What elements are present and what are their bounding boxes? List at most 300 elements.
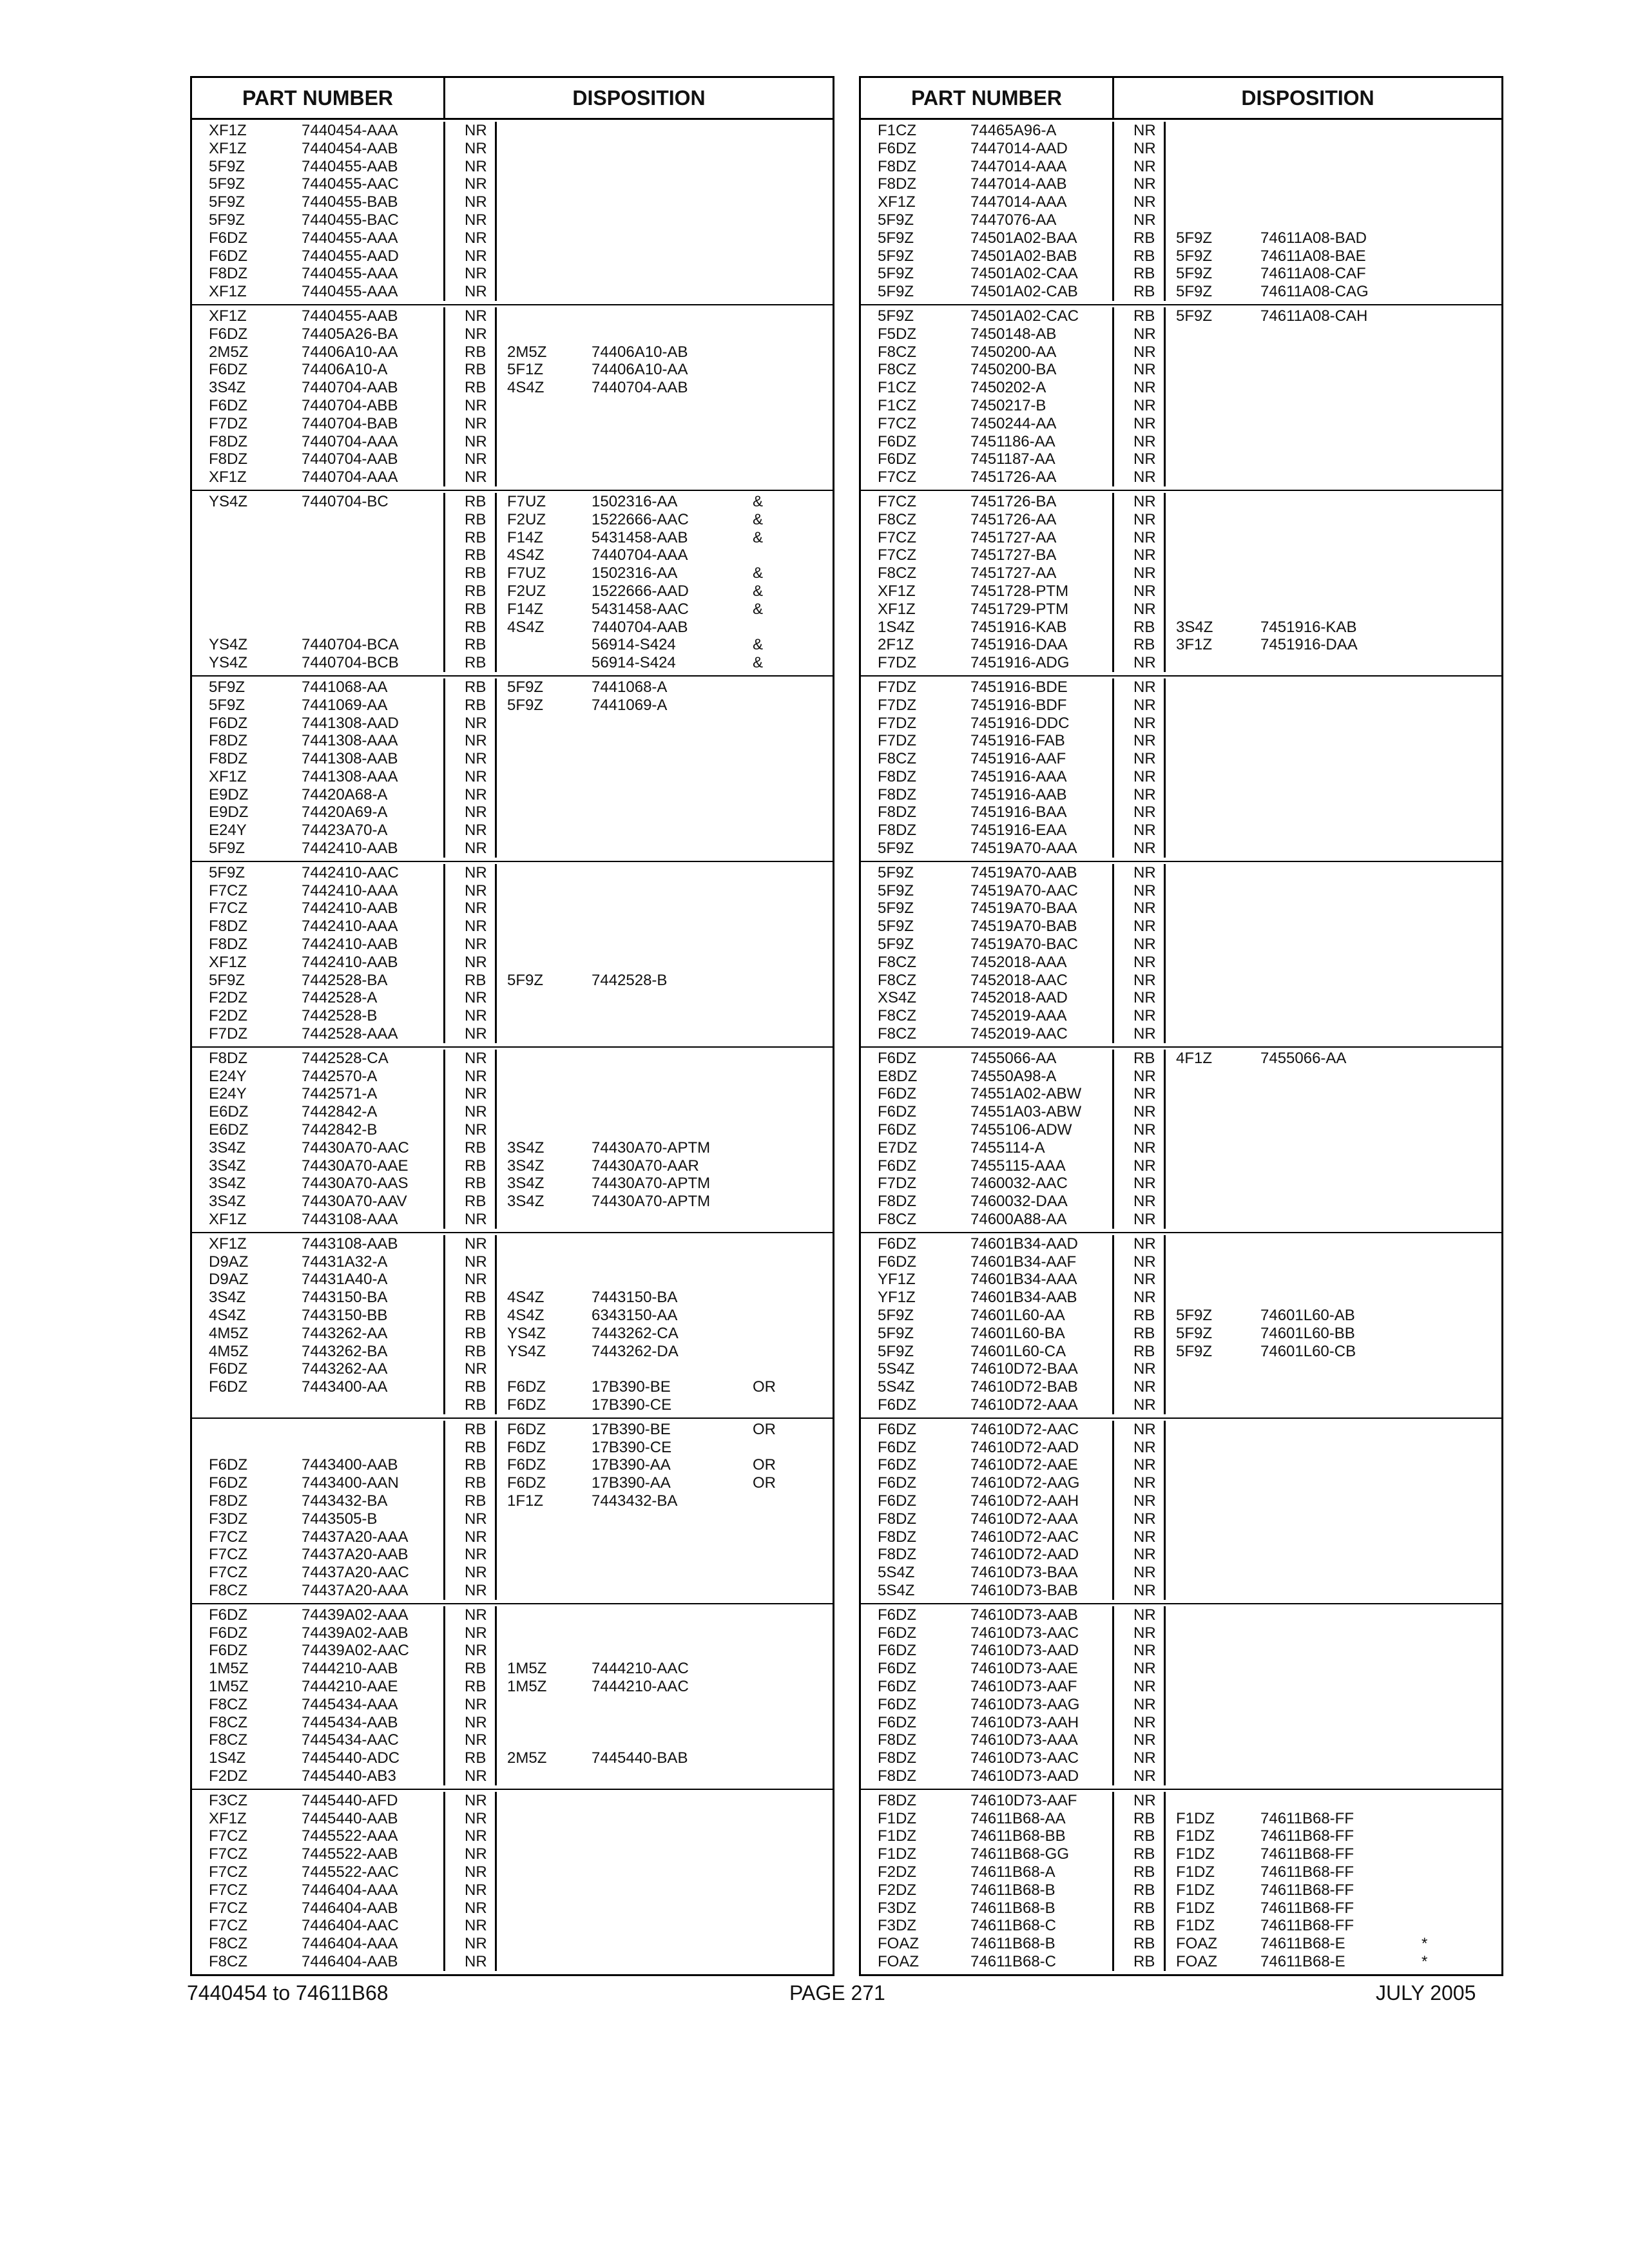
disposition-code: NR [1112,654,1164,672]
table-row [192,1546,833,1564]
part-number: 7451726-AA [970,510,1057,528]
table-row [192,158,833,176]
disposition-code: NR [443,803,495,822]
part-number: 7450200-AA [970,343,1057,361]
table-row [192,803,833,822]
disposition-code: NR [443,450,495,468]
table-row [861,1714,1501,1732]
replacement-prefix [495,1917,585,1935]
table-row [192,697,833,715]
part-number: 7442410-AAC [302,863,399,881]
part-prefix: 5F9Z [878,265,914,283]
table-row [192,1606,833,1624]
replacement-prefix: F1DZ [1164,1863,1254,1881]
replacement-prefix: F1DZ [1164,1881,1254,1899]
part-prefix: F8CZ [878,361,916,379]
part-prefix: 2M5Z [209,343,249,361]
replacement-prefix: 4S4Z [495,1289,585,1307]
part-number: 7440455-AAD [302,247,399,265]
table-row [192,918,833,936]
part-prefix: 3S4Z [209,1193,246,1211]
part-prefix: XF1Z [209,1809,247,1827]
part-number: 7443505-B [302,1510,378,1528]
part-number: 7440704-AAA [302,468,398,486]
replacement-prefix [495,1103,585,1121]
table-row [861,1253,1501,1271]
parts-table-right [859,76,1503,1976]
replacement-part-number [585,768,746,786]
part-prefix: F8DZ [878,1731,916,1749]
note-mark [746,1696,833,1714]
part-number: 7452019-AAC [970,1025,1068,1043]
note-mark [1415,1863,1501,1881]
replacement-part-number: 1502316-AA [592,492,678,510]
part-prefix: 5F9Z [878,918,914,936]
part-prefix: XF1Z [209,283,247,301]
part-prefix: E24Y [209,1085,247,1103]
disposition-code: NR [443,415,495,433]
disposition-code: NR [443,1714,495,1732]
replacement-prefix [1164,1678,1254,1696]
table-row [192,619,833,637]
replacement-part-number [585,954,746,972]
table-row [192,954,833,972]
part-number: 7460032-DAA [970,1193,1068,1211]
part-number: 7443432-BA [302,1492,388,1510]
part-number: 7451916-ADG [970,654,1070,672]
note-mark [746,954,833,972]
table-row [192,1899,833,1917]
disposition-code: NR [1112,140,1164,158]
row-group [861,862,1501,1048]
table-row [861,1917,1501,1935]
table-row [192,840,833,858]
note-mark [746,1121,833,1139]
replacement-prefix [1164,678,1254,697]
disposition-code: NR [443,1881,495,1899]
table-row [861,1456,1501,1474]
note-mark: OR [753,1474,776,1492]
table-row [192,1827,833,1845]
disposition-code: RB [1112,1881,1164,1899]
disposition-code: NR [1112,1546,1164,1564]
part-prefix: F8DZ [878,1767,916,1785]
replacement-prefix [495,158,585,176]
table-row [861,1193,1501,1211]
note-mark [746,307,833,325]
note-mark [1415,175,1501,193]
replacement-part-number [585,433,746,451]
part-prefix: 4M5Z [209,1324,249,1342]
replacement-part-number: 74611A08-BAE [1260,247,1366,265]
disposition-code: NR [1112,822,1164,840]
part-prefix: E24Y [209,822,247,840]
replacement-part-number [1254,654,1415,672]
note-mark [746,1528,833,1546]
replacement-prefix [495,265,585,283]
replacement-prefix [1164,864,1254,882]
replacement-part-number [1254,1378,1415,1396]
replacement-part-number [585,140,746,158]
table-row [861,140,1501,158]
note-mark [1415,899,1501,918]
part-prefix: F6DZ [209,247,247,265]
replacement-part-number [585,211,746,229]
replacement-part-number [1254,433,1415,451]
part-prefix: 5F9Z [209,678,246,696]
replacement-part-number [1254,1289,1415,1307]
replacement-part-number: 74611B68-FF [1260,1881,1354,1899]
part-number: 7443150-BA [302,1289,388,1307]
replacement-prefix [495,283,585,301]
disposition-code: NR [1112,450,1164,468]
note-mark [1415,1606,1501,1624]
replacement-prefix: 4F1Z [1164,1050,1254,1068]
replacement-prefix [1164,1456,1254,1474]
replacement-part-number [585,1696,746,1714]
replacement-part-number [585,715,746,733]
disposition-code: RB [443,697,495,715]
replacement-prefix [495,864,585,882]
table-row [192,972,833,990]
replacement-part-number [585,918,746,936]
replacement-part-number [585,732,746,750]
replacement-prefix [495,122,585,140]
part-prefix: F2DZ [209,989,247,1007]
row-group [861,1419,1501,1604]
note-mark [1415,450,1501,468]
replacement-part-number [585,1792,746,1810]
table-row [192,1271,833,1289]
replacement-part-number: 17B390-BE [592,1378,671,1396]
note-mark [1415,1546,1501,1564]
replacement-prefix [495,954,585,972]
part-number: 74610D72-AAC [970,1528,1079,1546]
disposition-code: RB [443,546,495,564]
replacement-prefix [495,1271,585,1289]
replacement-prefix: 5F9Z [1164,283,1254,301]
part-prefix: XF1Z [209,139,247,157]
part-number: 74601L60-BA [970,1324,1065,1342]
replacement-prefix [495,1211,585,1229]
replacement-prefix [1164,1546,1254,1564]
part-number: 7451916-AAA [970,767,1067,785]
part-number [276,601,443,619]
replacement-part-number [1254,732,1415,750]
note-mark [746,1157,833,1175]
part-number: 7442410-AAA [302,918,398,936]
part-number: 7450200-BA [970,361,1057,379]
replacement-part-number [585,1881,746,1899]
disposition-code: RB [443,493,495,511]
replacement-prefix [1164,1235,1254,1253]
replacement-part-number [585,1211,746,1229]
table-row [861,786,1501,804]
replacement-part-number [585,193,746,211]
table-row [861,1307,1501,1325]
table-row [861,732,1501,750]
disposition-code: NR [1112,546,1164,564]
page-number: PAGE 271 [789,1981,885,2004]
table-row [192,1139,833,1157]
disposition-code: RB [1112,1845,1164,1863]
replacement-prefix: F14Z [495,601,585,619]
replacement-part-number [1254,122,1415,140]
replacement-part-number [585,1025,746,1043]
replacement-prefix [495,450,585,468]
part-prefix: 5F9Z [209,971,246,989]
part-prefix: F8CZ [209,1581,247,1599]
disposition-code: NR [1112,211,1164,229]
note-mark [746,750,833,768]
replacement-prefix [1164,954,1254,972]
disposition-code: NR [1112,529,1164,547]
replacement-prefix [495,636,585,654]
note-mark [746,1678,833,1696]
part-number: 7441308-AAB [302,750,398,768]
replacement-prefix: 3F1Z [1164,636,1254,654]
note-mark [1415,1050,1501,1068]
replacement-part-number [1254,1624,1415,1642]
replacement-part-number: 74611A08-BAD [1260,229,1367,247]
replacement-prefix [1164,1492,1254,1510]
note-mark [1415,415,1501,433]
replacement-prefix: YS4Z [495,1343,585,1361]
part-prefix: F6DZ [878,1085,916,1103]
note-mark [1415,1139,1501,1157]
part-number: 74610D72-AAG [970,1474,1080,1492]
replacement-prefix [1164,1731,1254,1749]
replacement-part-number: 7443432-BA [592,1492,678,1510]
part-number: 74611B68-B [970,1881,1055,1899]
note-mark [1415,936,1501,954]
replacement-part-number [585,122,746,140]
disposition-code: NR [1112,936,1164,954]
part-number: 74610D73-AAC [970,1624,1079,1642]
part-prefix: 2F1Z [878,636,914,654]
replacement-part-number [585,325,746,343]
part-number: 74420A69-A [302,803,388,822]
replacement-prefix [495,1253,585,1271]
replacement-prefix: 5F9Z [1164,229,1254,247]
table-row [861,1325,1501,1343]
part-prefix: F8DZ [878,1749,916,1767]
note-mark [1415,1845,1501,1863]
table-row [192,325,833,343]
part-prefix [192,511,276,529]
part-number: 74611B68-BB [970,1827,1066,1845]
note-mark: * [1422,1952,1428,1970]
replacement-prefix [1164,697,1254,715]
part-number: 7443108-AAB [302,1235,398,1253]
part-prefix: F8DZ [209,750,247,768]
replacement-prefix [1164,1564,1254,1582]
table-row [861,1007,1501,1025]
part-number: 74610D73-AAG [970,1695,1080,1713]
disposition-code: NR [443,1271,495,1289]
replacement-part-number [1254,882,1415,900]
note-mark [1415,1007,1501,1025]
note-mark [1415,1749,1501,1767]
disposition-code: NR [443,1642,495,1660]
table-row [192,1810,833,1828]
replacement-part-number [585,1953,746,1971]
part-number: 74439A02-AAA [302,1606,409,1624]
table-row [861,636,1501,654]
part-number: 7440704-ABB [302,396,398,414]
disposition-code: NR [1112,954,1164,972]
table-row [861,1025,1501,1043]
part-number: 7451729-PTM [970,600,1069,618]
replacement-part-number: 74430A70-APTM [592,1193,711,1211]
part-number [276,564,443,582]
part-number: 7450244-AA [970,414,1057,432]
part-prefix: F7CZ [209,1564,247,1582]
disposition-code: NR [443,1211,495,1229]
replacement-part-number [1254,193,1415,211]
part-prefix: E7DZ [878,1139,918,1157]
disposition-code: NR [1112,989,1164,1007]
note-mark [746,768,833,786]
note-mark [1415,582,1501,601]
note-mark [1415,697,1501,715]
disposition-code: NR [443,307,495,325]
disposition-code: RB [1112,1307,1164,1325]
table-row [861,546,1501,564]
table-row [861,1068,1501,1086]
part-prefix: F8DZ [209,1049,247,1067]
part-number: 74430A70-AAE [302,1157,409,1175]
disposition-code: NR [443,918,495,936]
disposition-code: RB [1112,1935,1164,1953]
table-row [192,1642,833,1660]
replacement-part-number: 7445440-BAB [592,1749,688,1767]
replacement-prefix [1164,1714,1254,1732]
replacement-prefix: 3S4Z [495,1175,585,1193]
part-prefix: 5F9Z [878,307,914,325]
note-mark [1415,1085,1501,1103]
table-row [192,1624,833,1642]
disposition-code: NR [1112,882,1164,900]
disposition-code: RB [443,582,495,601]
table-row [192,1325,833,1343]
part-number: 7452018-AAD [970,989,1068,1007]
replacement-prefix [495,1050,585,1068]
replacement-prefix [495,1360,585,1378]
part-number: 74439A02-AAB [302,1624,409,1642]
replacement-part-number [1254,450,1415,468]
note-mark [746,1935,833,1953]
part-prefix: F1DZ [878,1845,916,1863]
part-number: 74611B68-AA [970,1809,1066,1827]
part-number: 7451727-AA [970,528,1057,546]
replacement-part-number: 74430A70-APTM [592,1175,711,1193]
disposition-code: NR [443,1253,495,1271]
table-row [861,433,1501,451]
table-row [192,1510,833,1528]
note-mark [746,882,833,900]
replacement-part-number [1254,1767,1415,1785]
table-row [861,1606,1501,1624]
replacement-part-number [585,1510,746,1528]
part-prefix: F7CZ [209,1917,247,1935]
replacement-prefix [1164,1528,1254,1546]
note-mark [1415,1175,1501,1193]
part-prefix: 3S4Z [209,1139,246,1157]
note-mark [746,1235,833,1253]
part-prefix: F8DZ [209,918,247,936]
replacement-prefix [495,433,585,451]
part-number: 7442528-B [302,1007,378,1025]
disposition-code: NR [1112,1528,1164,1546]
disposition-code: RB [443,1456,495,1474]
replacement-prefix [495,918,585,936]
part-number: 7455114-A [970,1139,1045,1157]
table-row [861,493,1501,511]
replacement-part-number: 74430A70-APTM [592,1139,711,1157]
table-row [192,1193,833,1211]
table-row [861,247,1501,265]
part-prefix: E9DZ [209,785,249,803]
replacement-part-number [585,1253,746,1271]
replacement-part-number [585,1546,746,1564]
disposition-code: NR [1112,1606,1164,1624]
disposition-code: NR [1112,1360,1164,1378]
part-number: 74405A26-BA [302,325,398,343]
disposition-code: NR [443,732,495,750]
note-mark [1415,1474,1501,1492]
replacement-part-number [1254,899,1415,918]
replacement-part-number [1254,1528,1415,1546]
replacement-prefix [1164,918,1254,936]
replacement-prefix [1164,1510,1254,1528]
note-mark [1415,397,1501,415]
part-prefix: F6DZ [878,1157,916,1175]
replacement-part-number [585,158,746,176]
disposition-code: RB [1112,1827,1164,1845]
note-mark [1415,654,1501,672]
disposition-code: NR [1112,1378,1164,1396]
part-prefix [192,582,276,601]
replacement-prefix: 1M5Z [495,1660,585,1678]
part-number: 74610D72-AAD [970,1546,1079,1564]
note-mark [1415,193,1501,211]
table-row [861,211,1501,229]
replacement-prefix: F6DZ [495,1456,585,1474]
replacement-part-number [1254,1121,1415,1139]
replacement-part-number [1254,397,1415,415]
note-mark [746,229,833,247]
part-number: 74519A70-BAB [970,918,1077,936]
note-mark [1415,1582,1501,1600]
table-row [861,1792,1501,1810]
replacement-prefix [1164,1025,1254,1043]
note-mark [1415,1492,1501,1510]
note-mark [746,1792,833,1810]
disposition-code: NR [443,1068,495,1086]
disposition-code: NR [1112,840,1164,858]
disposition-code: NR [443,1085,495,1103]
replacement-prefix [1164,1007,1254,1025]
replacement-prefix [495,229,585,247]
disposition-code: RB [1112,619,1164,637]
table-row [861,1528,1501,1546]
replacement-part-number: 74406A10-AB [592,343,688,361]
replacement-prefix: 5F9Z [495,678,585,697]
disposition-code: NR [443,1935,495,1953]
part-number: 74501A02-BAB [970,247,1077,265]
disposition-code: NR [1112,1103,1164,1121]
